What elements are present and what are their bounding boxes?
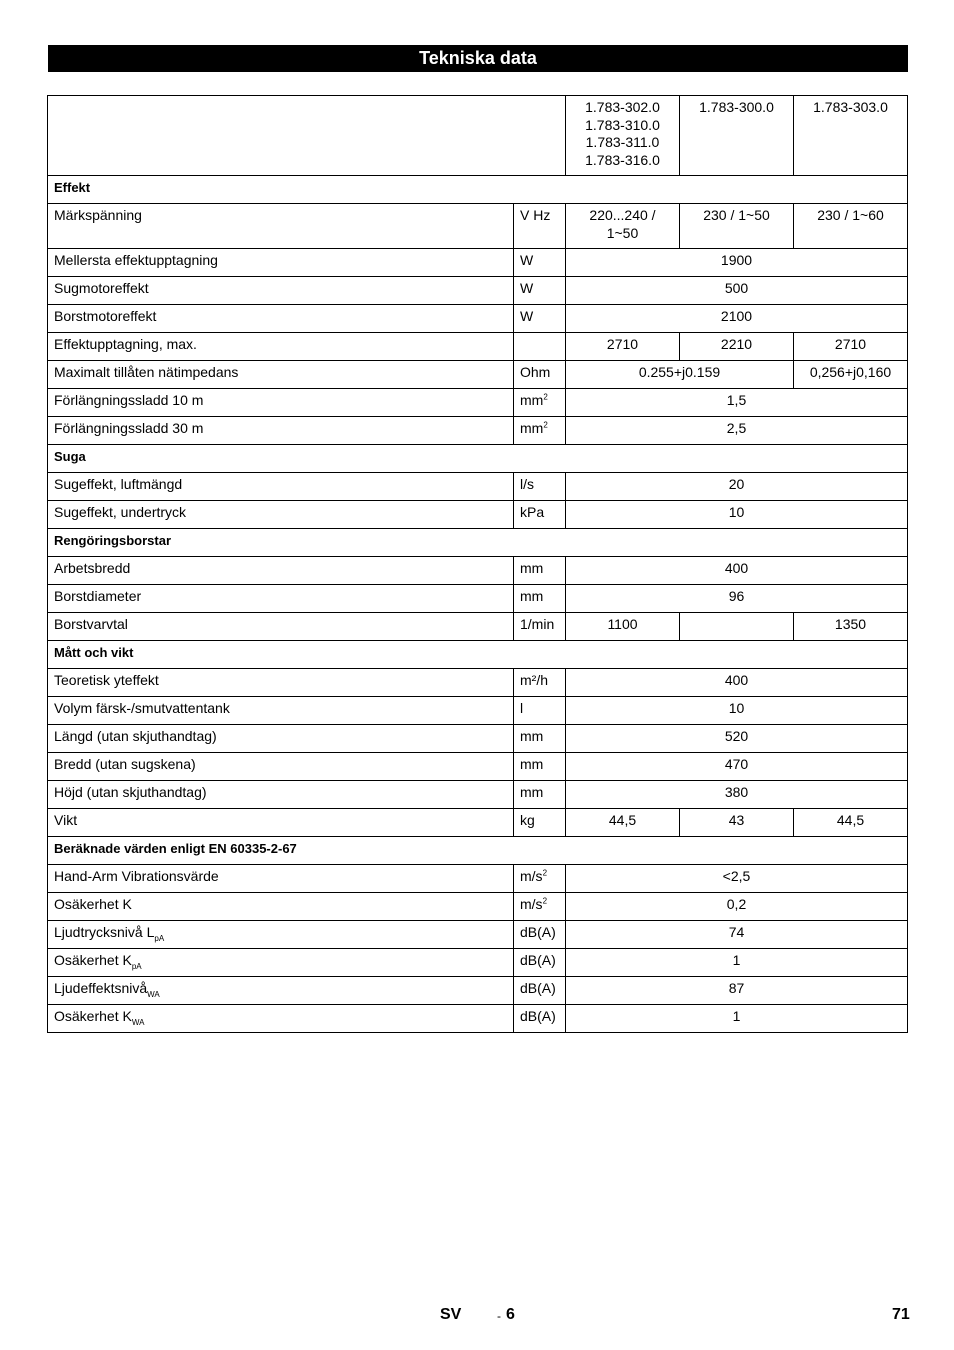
- section-row-matt: [48, 641, 908, 669]
- row-unit: [514, 893, 566, 921]
- row-unit: Ohm: [514, 361, 566, 389]
- row-label: Teoretisk yteffekt: [48, 669, 514, 697]
- row-unit: dB(A): [514, 921, 566, 949]
- section-heading: Rengöringsborstar: [48, 529, 908, 557]
- row-value: 43: [680, 809, 794, 837]
- page-title: Tekniska data: [48, 45, 908, 72]
- row-value: 1,5: [566, 389, 908, 417]
- table-row: [48, 249, 908, 277]
- row-unit: W: [514, 305, 566, 333]
- row-label: Sugeffekt, undertryck: [48, 501, 514, 529]
- row-unit: V Hz: [514, 204, 566, 249]
- row-unit: kPa: [514, 501, 566, 529]
- table-header-row: [48, 96, 908, 176]
- table-row: [48, 557, 908, 585]
- row-value: 400: [566, 669, 908, 697]
- table-row: [48, 417, 908, 445]
- section-heading: Mått och vikt: [48, 641, 908, 669]
- unit-text: m/s: [520, 868, 543, 884]
- row-label: Effektupptagning, max.: [48, 333, 514, 361]
- row-value: 500: [566, 277, 908, 305]
- model-column-3: 1.783-303.0: [794, 96, 908, 176]
- model-number: 1.783-311.0: [585, 134, 660, 150]
- row-label: Maximalt tillåten nätimpedans: [48, 361, 514, 389]
- row-value: 2100: [566, 305, 908, 333]
- table-row: [48, 333, 908, 361]
- label-text: Ljudeffektsnivå: [54, 980, 148, 996]
- row-label: Längd (utan skjuthandtag): [48, 725, 514, 753]
- table-row: [48, 473, 908, 501]
- row-unit: [514, 417, 566, 445]
- row-value: 96: [566, 585, 908, 613]
- row-value: 87: [566, 977, 908, 1005]
- row-label: Arbetsbredd: [48, 557, 514, 585]
- row-label: Sugmotoreffekt: [48, 277, 514, 305]
- row-unit: [514, 333, 566, 361]
- row-unit: dB(A): [514, 977, 566, 1005]
- row-value: 470: [566, 753, 908, 781]
- footer-section-page: 6: [506, 1306, 515, 1323]
- row-label: [48, 1005, 514, 1033]
- label-text: Osäkerhet K: [54, 952, 132, 968]
- row-unit: dB(A): [514, 949, 566, 977]
- row-label: Förlängningssladd 30 m: [48, 417, 514, 445]
- table-row: [48, 809, 908, 837]
- row-value: 1: [566, 949, 908, 977]
- section-row-effekt: [48, 176, 908, 204]
- table-row: [48, 921, 908, 949]
- table-row: [48, 977, 908, 1005]
- row-unit: mm: [514, 585, 566, 613]
- footer-page-number: 71: [892, 1306, 910, 1323]
- table-row: [48, 1005, 908, 1033]
- row-value: 0,256+j0,160: [794, 361, 908, 389]
- row-label: Förlängningssladd 10 m: [48, 389, 514, 417]
- row-value: 10: [566, 697, 908, 725]
- row-value: 2210: [680, 333, 794, 361]
- label-text: Osäkerhet K: [54, 1008, 132, 1024]
- model-column-1: [566, 96, 680, 176]
- unit-text: mm: [520, 392, 544, 408]
- unit-superscript: 2: [543, 392, 548, 402]
- row-value: 2710: [566, 333, 680, 361]
- row-unit: [514, 865, 566, 893]
- row-value: 520: [566, 725, 908, 753]
- row-value: 44,5: [794, 809, 908, 837]
- row-value: 1100: [566, 613, 680, 641]
- unit-text: mm: [520, 420, 544, 436]
- row-unit: mm: [514, 781, 566, 809]
- table-row: [48, 725, 908, 753]
- unit-superscript: 2: [542, 896, 548, 906]
- section-heading: Beräknade värden enligt EN 60335-2-67: [48, 837, 908, 865]
- model-number: 1.783-310.0: [585, 116, 660, 133]
- row-label: Höjd (utan skjuthandtag): [48, 781, 514, 809]
- row-label: [48, 921, 514, 949]
- table-row: [48, 389, 908, 417]
- label-subscript: WA: [131, 1017, 145, 1027]
- row-value: 0.255+j0.159: [566, 361, 794, 389]
- table-row: [48, 361, 908, 389]
- table-row: [48, 781, 908, 809]
- row-unit: W: [514, 249, 566, 277]
- section-row-beraknade: [48, 837, 908, 865]
- unit-text: m/s: [520, 896, 543, 912]
- row-value: 1900: [566, 249, 908, 277]
- label-subscript: WA: [147, 989, 160, 999]
- row-value: 20: [566, 473, 908, 501]
- row-unit: l/s: [514, 473, 566, 501]
- model-number: 1.783-316.0: [585, 151, 660, 168]
- table-row: [48, 893, 908, 921]
- row-value: <2,5: [566, 865, 908, 893]
- row-label: [48, 977, 514, 1005]
- footer-dash: -: [497, 1309, 501, 1323]
- table-row: [48, 204, 908, 249]
- row-unit: m²/h: [514, 669, 566, 697]
- technical-data-table: [47, 95, 908, 1033]
- row-label: Osäkerhet K: [48, 893, 514, 921]
- table-row: [48, 753, 908, 781]
- row-unit: [514, 389, 566, 417]
- section-heading: Effekt: [48, 176, 908, 204]
- row-label: Volym färsk-/smutvattentank: [48, 697, 514, 725]
- table-row: [48, 865, 908, 893]
- row-unit: 1/min: [514, 613, 566, 641]
- section-heading: Suga: [48, 445, 908, 473]
- model-number: 1.783-302.0: [585, 99, 660, 115]
- table-row: [48, 949, 908, 977]
- table-row: [48, 305, 908, 333]
- row-unit: dB(A): [514, 1005, 566, 1033]
- label-subscript: pA: [131, 961, 142, 971]
- row-value: 2710: [794, 333, 908, 361]
- table-row: [48, 613, 908, 641]
- row-value: 74: [566, 921, 908, 949]
- row-label: Hand-Arm Vibrationsvärde: [48, 865, 514, 893]
- label-text: Ljudtrycksnivå L: [54, 924, 155, 940]
- row-value: 44,5: [566, 809, 680, 837]
- section-row-borstar: [48, 529, 908, 557]
- row-unit: mm: [514, 725, 566, 753]
- table-row: [48, 697, 908, 725]
- table-row: [48, 669, 908, 697]
- table-row: [48, 585, 908, 613]
- row-value: 1: [566, 1005, 908, 1033]
- row-label: Märkspänning: [48, 204, 514, 249]
- table-row: [48, 277, 908, 305]
- row-label: Mellersta effektupptagning: [48, 249, 514, 277]
- header-empty-cell: [48, 96, 566, 176]
- unit-superscript: 2: [543, 420, 548, 430]
- label-subscript: pA: [154, 933, 165, 943]
- row-label: Borstvarvtal: [48, 613, 514, 641]
- row-label: Vikt: [48, 809, 514, 837]
- row-unit: kg: [514, 809, 566, 837]
- row-value: 10: [566, 501, 908, 529]
- row-unit: mm: [514, 753, 566, 781]
- row-label: Bredd (utan sugskena): [48, 753, 514, 781]
- row-value: 220...240 / 1~50: [566, 204, 680, 249]
- row-label: Borstdiameter: [48, 585, 514, 613]
- table-row: [48, 501, 908, 529]
- row-label: Borstmotoreffekt: [48, 305, 514, 333]
- row-value: 400: [566, 557, 908, 585]
- row-value: 1350: [794, 613, 908, 641]
- row-value: 0,2: [566, 893, 908, 921]
- row-label: [48, 949, 514, 977]
- row-value: 230 / 1~60: [794, 204, 908, 249]
- row-value: 380: [566, 781, 908, 809]
- row-value: 2,5: [566, 417, 908, 445]
- unit-superscript: 2: [542, 868, 548, 878]
- row-unit: l: [514, 697, 566, 725]
- row-value: [680, 613, 794, 641]
- row-value: 230 / 1~50: [680, 204, 794, 249]
- row-label: Sugeffekt, luftmängd: [48, 473, 514, 501]
- model-column-2: 1.783-300.0: [680, 96, 794, 176]
- row-unit: mm: [514, 557, 566, 585]
- footer-language: SV: [440, 1306, 462, 1323]
- section-row-suga: [48, 445, 908, 473]
- row-unit: W: [514, 277, 566, 305]
